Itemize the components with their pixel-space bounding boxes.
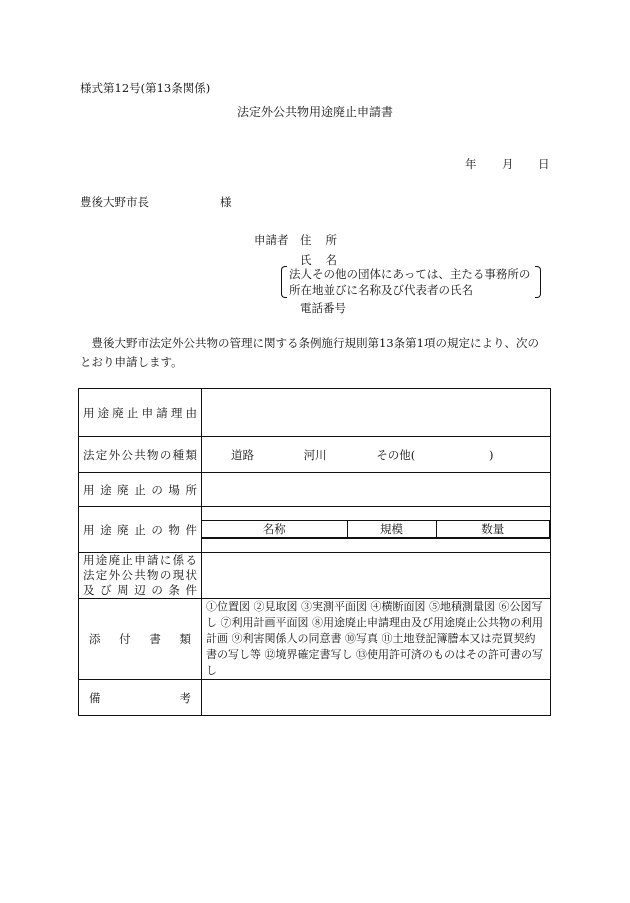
remarks-label: 備考 [79, 680, 202, 716]
type-label: 法定外公共物の種類 [79, 437, 202, 473]
item-name-field[interactable] [202, 538, 347, 539]
reason-field[interactable] [202, 389, 551, 437]
addressee-honorific: 様 [220, 195, 232, 209]
date-year-label: 年 [465, 157, 477, 171]
item-row [79, 507, 551, 553]
address-label: 住所 [300, 233, 351, 247]
status-label [79, 553, 202, 599]
type-road[interactable]: 道路 [231, 447, 254, 462]
date-day-label: 日 [538, 157, 550, 171]
application-statement: 豊後大野市法定外公共物の管理に関する条例施行規則第13条第1項の規定により、次のとおり申請します。 [80, 336, 539, 369]
reason-row [79, 389, 551, 437]
status-row [79, 553, 551, 599]
applicant-label: 申請者 [254, 233, 289, 247]
type-other-close: ) [488, 447, 494, 462]
item-quantity-field[interactable] [436, 538, 550, 539]
page-title: 法定外公共物用途廃止申請書 [236, 105, 393, 119]
attachments-list: ①位置図 ②見取図 ③実測平面図 ④横断面図 ⑤地積測量図 ⑥公図写し ⑦利用計画平面図 ⑧用途廃止申請理由及び用途廃止公共物の利用計画 ⑨利害関係人の同意書 ⑩写真 ⑪土地登記簿謄本又は売買契約書の写し等 ⑫境界確定書写し ⑬使用許可済のものはその許可書の写し [202, 599, 551, 680]
item-subtable-cell [202, 507, 551, 553]
type-other[interactable]: その他( [376, 447, 416, 462]
type-river[interactable]: 河川 [303, 447, 327, 462]
item-header-scale: 規模 [347, 521, 436, 538]
status-label-line3: 及び周辺の条件 [83, 583, 197, 597]
date-month-label: 月 [502, 157, 514, 171]
remarks-row [79, 680, 551, 716]
corporate-note-line2: 所在地並びに名称及び代表者の氏名 [289, 283, 473, 297]
attachments-row [79, 599, 551, 680]
item-header-name: 名称 [202, 521, 347, 538]
corporate-note [289, 266, 530, 298]
phone-label: 電話番号 [300, 301, 346, 315]
reason-label: 用途廃止申請理由 [79, 389, 202, 437]
form-number: 様式第12号(第13条関係) [80, 81, 211, 95]
right-bracket [535, 266, 541, 298]
item-label: 用途廃止の物件 [79, 507, 202, 553]
corporate-note-line1: 法人その他の団体にあっては、主たる事務所の [289, 267, 531, 281]
attachments-label: 添付書類 [79, 599, 202, 680]
remarks-field[interactable] [202, 680, 551, 716]
application-table [78, 388, 551, 716]
item-scale-field[interactable] [347, 538, 436, 539]
left-bracket [281, 266, 287, 298]
item-header-quantity: 数量 [436, 521, 550, 538]
status-label-line1: 用途廃止申請に係る [83, 553, 197, 567]
name-label: 氏名 [300, 253, 351, 267]
item-subtable [202, 520, 550, 539]
type-row [79, 437, 551, 473]
location-field[interactable] [202, 473, 551, 507]
location-label: 用途廃止の場所 [79, 473, 202, 507]
addressee-name: 豊後大野市長 [80, 195, 149, 209]
status-label-line2: 法定外公共物の現状 [83, 568, 197, 582]
type-field[interactable] [202, 437, 551, 473]
location-row [79, 473, 551, 507]
status-field[interactable] [202, 553, 551, 599]
